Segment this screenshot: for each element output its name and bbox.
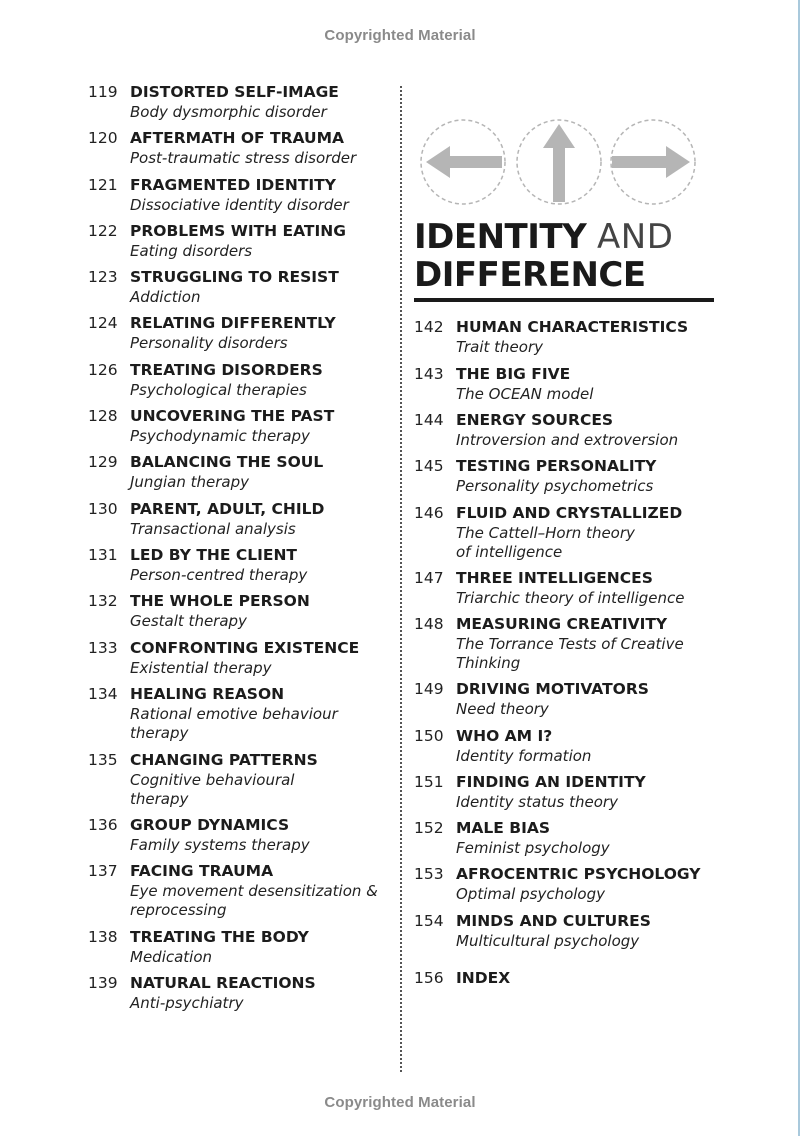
page-number: 151 <box>414 773 444 791</box>
entry-title: HUMAN CHARACTERISTICS <box>456 318 689 336</box>
entry-subtitle: Anti-psychiatry <box>130 993 244 1012</box>
entry-subtitle: Transactional analysis <box>130 519 296 538</box>
entry-title: GROUP DYNAMICS <box>130 816 290 834</box>
entry-title: AFTERMATH OF TRAUMA <box>130 129 345 147</box>
entry-subtitle: Identity formation <box>456 746 592 765</box>
toc-entry[interactable] <box>414 819 718 858</box>
page-number: 153 <box>414 865 444 883</box>
page-number: 122 <box>88 222 118 240</box>
toc-entry[interactable] <box>88 928 392 967</box>
entry-title: MINDS AND CULTURES <box>456 912 651 930</box>
page-number: 154 <box>414 912 444 930</box>
entry-subtitle: Introversion and extroversion <box>456 430 679 449</box>
toc-entry[interactable] <box>88 592 392 631</box>
entry-title: MEASURING CREATIVITY <box>456 615 668 633</box>
page-number: 132 <box>88 592 118 610</box>
entry-subtitle: Feminist psychology <box>456 838 610 857</box>
toc-entry[interactable] <box>88 407 392 446</box>
entry-title: UNCOVERING THE PAST <box>130 407 335 425</box>
toc-entry[interactable] <box>414 569 736 608</box>
toc-entry[interactable] <box>88 974 392 1013</box>
toc-entry[interactable] <box>88 83 392 122</box>
page-number: 135 <box>88 751 118 769</box>
page-number: 137 <box>88 862 118 880</box>
toc-entry[interactable] <box>414 457 718 496</box>
entry-title: TREATING DISORDERS <box>130 361 323 379</box>
arrow-left-icon <box>421 120 505 204</box>
entry-title: CONFRONTING EXISTENCE <box>130 639 360 657</box>
entry-title: PARENT, ADULT, CHILD <box>130 500 325 518</box>
entry-subtitle: Gestalt therapy <box>130 611 247 630</box>
toc-entry[interactable] <box>88 685 392 744</box>
entry-title: INDEX <box>456 969 511 987</box>
entry-subtitle: Existential therapy <box>130 658 272 677</box>
heading-word-and: AND <box>597 217 674 257</box>
entry-title: DISTORTED SELF-IMAGE <box>130 83 339 101</box>
page-number: 146 <box>414 504 444 522</box>
page-number: 138 <box>88 928 118 946</box>
page-number: 134 <box>88 685 118 703</box>
toc-entry[interactable] <box>88 268 392 307</box>
entry-subtitle: Psychological therapies <box>130 380 307 399</box>
entry-subtitle: Eye movement desensitization & reprocessing <box>130 881 378 919</box>
toc-entry[interactable] <box>414 727 718 766</box>
entry-title: LED BY THE CLIENT <box>130 546 297 564</box>
entry-title: RELATING DIFFERENTLY <box>130 314 336 332</box>
page-number: 136 <box>88 816 118 834</box>
toc-entry[interactable] <box>414 773 718 812</box>
page-number: 143 <box>414 365 444 383</box>
column-divider <box>400 86 402 1072</box>
entry-subtitle: Multicultural psychology <box>456 931 640 950</box>
entry-title: ENERGY SOURCES <box>456 411 614 429</box>
page-number: 152 <box>414 819 444 837</box>
toc-entry[interactable] <box>88 453 392 492</box>
page-number: 156 <box>414 969 444 987</box>
toc-entry[interactable] <box>414 912 718 951</box>
arrow-up-icon <box>517 120 601 204</box>
entry-title: MALE BIAS <box>456 819 551 837</box>
toc-entry[interactable] <box>88 176 392 215</box>
page-number: 144 <box>414 411 444 429</box>
entry-subtitle: Addiction <box>130 287 201 306</box>
toc-entry[interactable] <box>88 751 392 810</box>
entry-title: THE BIG FIVE <box>456 365 571 383</box>
entry-title: FACING TRAUMA <box>130 862 274 880</box>
page-number: 124 <box>88 314 118 332</box>
toc-entry[interactable] <box>88 862 410 921</box>
entry-subtitle: Jungian therapy <box>130 472 249 491</box>
heading-rule <box>414 298 714 302</box>
toc-entry-index[interactable] <box>414 969 718 989</box>
toc-entry[interactable] <box>88 314 392 353</box>
entry-title: FRAGMENTED IDENTITY <box>130 176 336 194</box>
toc-entry[interactable] <box>414 865 736 904</box>
entry-subtitle: Optimal psychology <box>456 884 606 903</box>
entry-subtitle: Family systems therapy <box>130 835 310 854</box>
entry-title: THREE INTELLIGENCES <box>456 569 653 587</box>
page-number: 150 <box>414 727 444 745</box>
entry-subtitle: Personality disorders <box>130 333 288 352</box>
heading-word-difference: DIFFERENCE <box>414 255 646 295</box>
page-number: 148 <box>414 615 444 633</box>
entry-title: TREATING THE BODY <box>130 928 309 946</box>
entry-title: DRIVING MOTIVATORS <box>456 680 649 698</box>
page-number: 133 <box>88 639 118 657</box>
entry-title: THE WHOLE PERSON <box>130 592 310 610</box>
entry-subtitle: Person-centred therapy <box>130 565 308 584</box>
entry-title: TESTING PERSONALITY <box>456 457 657 475</box>
page-number: 131 <box>88 546 118 564</box>
toc-entry[interactable] <box>414 318 718 357</box>
page-number: 121 <box>88 176 118 194</box>
entry-subtitle: Cognitive behavioural therapy <box>130 770 295 808</box>
entry-title: PROBLEMS WITH EATING <box>130 222 346 240</box>
toc-entry[interactable] <box>88 639 392 678</box>
entry-subtitle: The OCEAN model <box>456 384 594 403</box>
page-number: 119 <box>88 83 118 101</box>
entry-subtitle: Dissociative identity disorder <box>130 195 349 214</box>
toc-entry[interactable] <box>88 816 392 855</box>
entry-subtitle: Rational emotive behaviour therapy <box>130 704 338 742</box>
entry-subtitle: Post-traumatic stress disorder <box>130 148 357 167</box>
page-number: 129 <box>88 453 118 471</box>
page-number: 130 <box>88 500 118 518</box>
page-number: 123 <box>88 268 118 286</box>
entry-subtitle: Psychodynamic therapy <box>130 426 310 445</box>
entry-title: FLUID AND CRYSTALLIZED <box>456 504 683 522</box>
entry-title: BALANCING THE SOUL <box>130 453 324 471</box>
entry-title: WHO AM I? <box>456 727 553 745</box>
toc-entry[interactable] <box>414 680 718 719</box>
entry-subtitle: Medication <box>130 947 213 966</box>
toc-entry[interactable] <box>88 500 392 539</box>
page-number: 128 <box>88 407 118 425</box>
entry-subtitle: Triarchic theory of intelligence <box>456 588 685 607</box>
page-number: 126 <box>88 361 118 379</box>
section-heading <box>414 218 714 294</box>
entry-title: NATURAL REACTIONS <box>130 974 316 992</box>
entry-title: STRUGGLING TO RESIST <box>130 268 339 286</box>
page-number: 145 <box>414 457 444 475</box>
toc-entry[interactable] <box>414 504 718 563</box>
page-number: 139 <box>88 974 118 992</box>
toc-entry[interactable] <box>88 361 392 400</box>
entry-title: CHANGING PATTERNS <box>130 751 318 769</box>
copyright-notice-bottom: Copyrighted Material <box>324 1094 476 1111</box>
entry-subtitle: Personality psychometrics <box>456 476 654 495</box>
copyright-notice-top: Copyrighted Material <box>324 27 476 44</box>
entry-title: AFROCENTRIC PSYCHOLOGY <box>456 865 701 883</box>
toc-entry[interactable] <box>414 411 736 450</box>
entry-subtitle: Body dysmorphic disorder <box>130 102 327 121</box>
section-icons <box>420 118 700 206</box>
toc-entry[interactable] <box>414 365 718 404</box>
entry-title: HEALING REASON <box>130 685 285 703</box>
toc-entry[interactable] <box>414 615 718 674</box>
heading-word-identity: IDENTITY <box>414 217 587 257</box>
entry-subtitle: Identity status theory <box>456 792 618 811</box>
page-number: 120 <box>88 129 118 147</box>
entry-subtitle: The Torrance Tests of Creative Thinking <box>456 634 684 672</box>
entry-title: FINDING AN IDENTITY <box>456 773 646 791</box>
toc-entry[interactable] <box>88 546 392 585</box>
page-number: 149 <box>414 680 444 698</box>
page-number: 147 <box>414 569 444 587</box>
page-number: 142 <box>414 318 444 336</box>
entry-subtitle: Need theory <box>456 699 549 718</box>
toc-entry[interactable] <box>88 222 392 261</box>
entry-subtitle: The Cattell–Horn theory of intelligence <box>456 523 635 561</box>
entry-subtitle: Trait theory <box>456 337 544 356</box>
arrow-right-icon <box>611 120 695 204</box>
entry-subtitle: Eating disorders <box>130 241 253 260</box>
toc-entry[interactable] <box>88 129 392 168</box>
